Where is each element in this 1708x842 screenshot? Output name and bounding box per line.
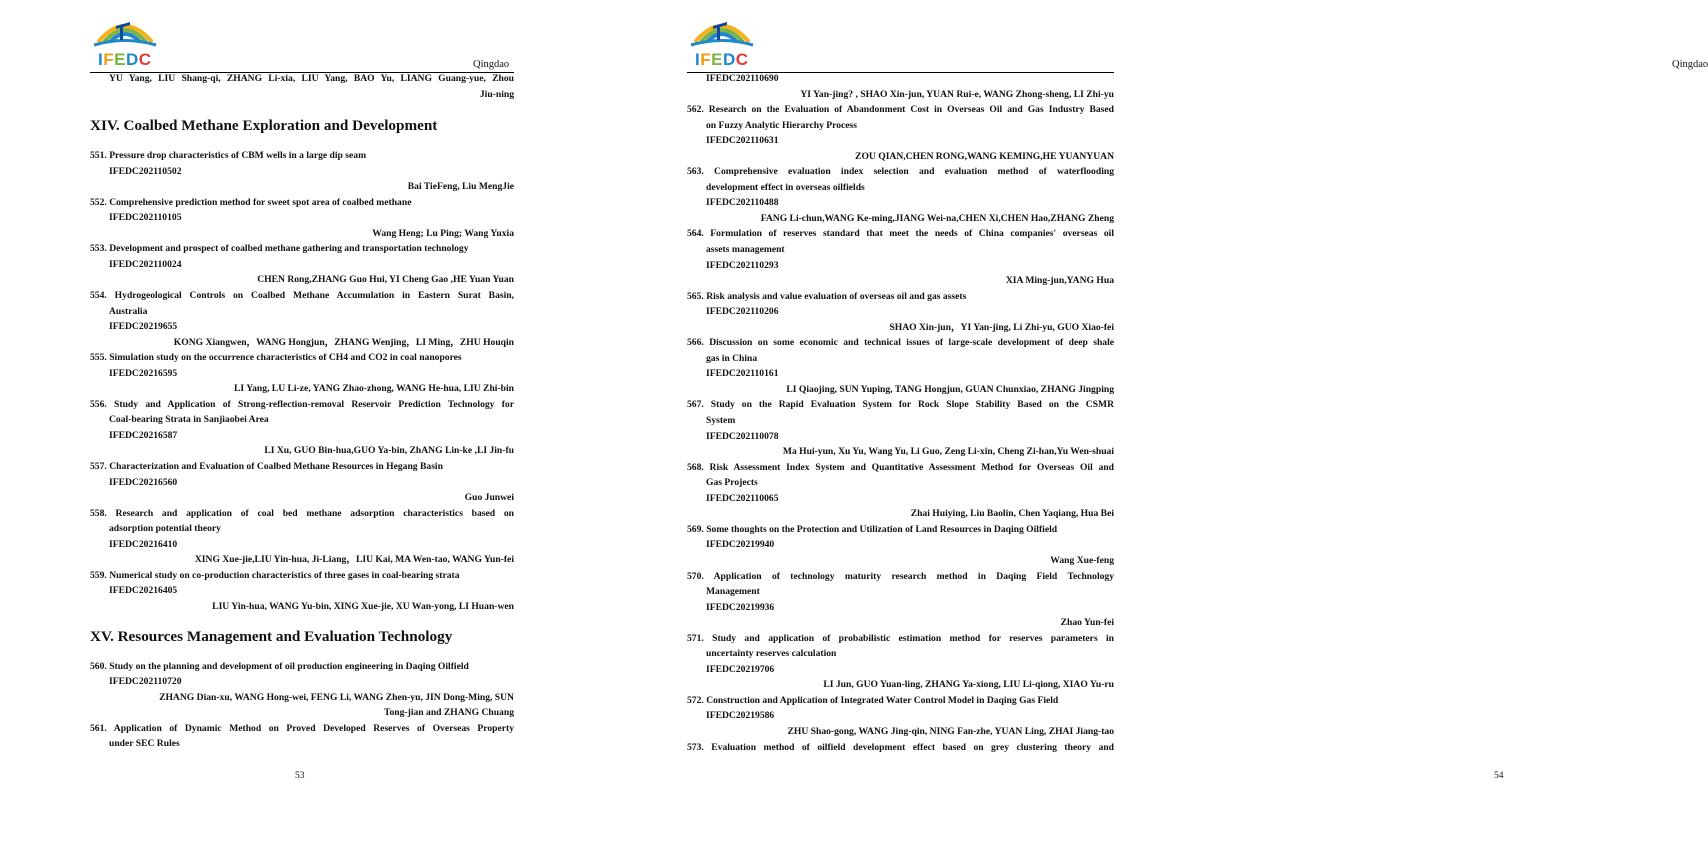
paper-id: IFEDC20216595 [109,367,178,379]
entry-line: on Fuzzy Analytic Hierarchy Process [706,119,857,131]
author-line: SHAO Xin-jun，YI Yan-jing, Li Zhi-yu, GUO Xiao-fei [889,321,1114,333]
author-line: Zhai Huiying, Liu Baolin, Chen Yaqiang, Hua Bei [910,508,1114,520]
header-location: Qingdao [473,59,510,70]
paper-title: 573. Evaluation method of oilfield development effect based on grey clustering theory and [687,741,1114,753]
author-line: Ma Hui-yun, Xu Yu, Wang Yu, Li Guo, Zeng Li-xin, Cheng Zi-han,Yu Wen-shuai [782,446,1114,458]
paper-title: 554. Hydrogeological Controls on Coalbed Methane Accumulation in Eastern Surat Basin, [90,290,514,302]
paper-id: IFEDC202110065 [706,492,779,504]
paper-title: 565. Risk analysis and value evaluation of overseas oil and gas assets [687,290,967,302]
ifedc-logo [90,12,160,68]
paper-id: IFEDC202110690 [706,73,779,84]
paper-id: IFEDC202110161 [706,368,779,380]
left-page-content [90,71,514,752]
paper-id: IFEDC20219586 [706,710,775,722]
author-line: XIA Ming-jun,YANG Hua [1005,275,1114,287]
author-line: CHEN Rong,ZHANG Guo Hui, YI Cheng Gao ,HE Yuan Yuan [257,274,514,286]
paper-title: 551. Pressure drop characteristics of CBM wells in a large dip seam [90,150,367,162]
logo-emblem-icon [687,12,757,52]
paper-id: IFEDC202110631 [706,135,779,147]
paper-title: 563. Comprehensive evaluation index selection and evaluation method of waterflooding [687,166,1114,178]
entry-line: gas in China [706,352,758,364]
author-line: Tong-jian and ZHANG Chuang [383,707,514,719]
author-line: LI Jun, GUO Yuan-ling, ZHANG Ya-xiong, LIU Li-qiong, XIAO Yu-ru [823,679,1114,691]
entry-line: development effect in overseas oilfields [706,181,865,193]
paper-id: IFEDC20219936 [706,601,775,613]
entry-line: Gas Projects [706,477,758,489]
author-line: FANG Li-chun,WANG Ke-ming,JIANG Wei-na,CHEN Xi,CHEN Hao,ZHANG Zheng [760,212,1114,224]
page-number: 54 [1494,771,1504,781]
paper-id: IFEDC202110105 [109,212,182,224]
author-line: LIU Yin-hua, WANG Yu-bin, XING Xue-jie, XU Wan-yong, LI Huan-wen [212,600,514,612]
page-number: 53 [295,771,305,781]
paper-title: 564. Formulation of reserves standard that meet the needs of China companies' overseas oil [687,228,1114,240]
paper-title: 567. Study on the Rapid Evaluation System for Rock Slope Stability Based on the CSMR [687,399,1114,411]
paper-id: IFEDC202110206 [706,306,779,318]
paper-id: IFEDC20219706 [706,663,775,675]
entry-line: uncertainty reserves calculation [706,648,837,660]
paper-id: IFEDC20216560 [109,476,178,488]
logo-wordmark: IFEDC [695,50,749,69]
paper-title: 566. Discussion on some economic and technical issues of large-scale development of deep shale [687,337,1114,349]
entry-line: adsorption potential theory [109,523,221,535]
paper-title: 557. Characterization and Evaluation of Coalbed Methane Resources in Hegang Basin [90,461,443,473]
paper-title: 552. Comprehensive prediction method for sweet spot area of coalbed methane [90,196,412,208]
paper-title: 571. Study and application of probabilistic estimation method for reserves parameters in [687,632,1114,644]
entry-line: YU Yang, LIU Shang-qi, ZHANG Li-xia, LIU Yang, BAO Yu, LIANG Guang-yue, Zhou [109,73,514,84]
paper-title: 568. Risk Assessment Index System and Quantitative Assessment Method for Overseas Oil and [687,461,1114,473]
author-line: Wang Heng; Lu Ping; Wang Yuxia [372,227,514,239]
paper-id: IFEDC202110024 [109,258,182,270]
paper-id: IFEDC202110488 [706,197,779,209]
author-line: ZOU QIAN,CHEN RONG,WANG KEMING,HE YUANYUAN [855,150,1114,162]
right-page-content [687,71,1114,755]
author-line: Jiu-ning [479,88,514,100]
author-line: Wang Xue-feng [1050,554,1114,566]
paper-title: 556. Study and Application of Strong-reflection-removal Reservoir Prediction Technology for [90,398,514,410]
author-line: ZHANG Dian-xu, WANG Hong-wei, FENG Li, WANG Zhen-yu, JIN Dong-Ming, SUN [159,691,514,703]
author-line: ZHU Shao-gong, WANG Jing-qin, NING Fan-zhe, YUAN Ling, ZHAI Jiang-tao [787,725,1114,737]
author-line: LI Qiaojing, SUN Yuping, TANG Hongjun, GUAN Chunxiao, ZHANG Jingping [786,383,1114,395]
paper-title: 560. Study on the planning and development of oil production engineering in Daqing Oilfield [90,660,469,672]
paper-title: 572. Construction and Application of Integrated Water Control Model in Daqing Gas Field [687,694,1059,706]
paper-title: 553. Development and prospect of coalbed methane gathering and transportation technology [90,243,469,255]
paper-id: IFEDC20216405 [109,585,178,597]
logo-emblem-icon [90,12,160,52]
paper-title: 561. Application of Dynamic Method on Proved Developed Reserves of Overseas Property [90,722,514,734]
author-line: KONG Xiangwen，WANG Hongjun，ZHANG Wenjing，LI Ming，ZHU Houqin [173,336,514,348]
entry-line: under SEC Rules [109,738,180,750]
left-page [0,0,595,842]
paper-title: 570. Application of technology maturity research method in Daqing Field Technology [687,570,1114,582]
paper-id: IFEDC20216587 [109,429,178,441]
section-heading: XV. Resources Management and Evaluation Technology [90,627,453,645]
paper-id: IFEDC202110720 [109,676,182,688]
author-line: Zhao Yun-fei [1060,617,1114,629]
logo-wordmark: IFEDC [98,50,152,69]
entry-line: Australia [109,305,148,317]
author-line: LI Xu, GUO Bin-hua,GUO Ya-bin, ZhANG Lin-ke ,LI Jin-fu [264,445,514,457]
section-heading: XIV. Coalbed Methane Exploration and Development [90,117,438,135]
right-page [596,0,1708,842]
entry-line: assets management [706,244,785,256]
author-line: LI Yang, LU Li-ze, YANG Zhao-zhong, WANG He-hua, LIU Zhi-bin [234,383,514,395]
paper-title: 559. Numerical study on co-production characteristics of three gases in coal-bearing strata [90,569,460,581]
paper-title: 562. Research on the Evaluation of Abandonment Cost in Overseas Oil and Gas Industry Based [687,104,1114,116]
entry-line: System [706,415,736,427]
author-line: XING Xue-jie,LIU Yin-hua, Ji-Liang，LIU Kai, MA Wen-tao, WANG Yun-fei [194,554,514,566]
entry-line: Management [706,586,760,598]
paper-id: IFEDC20219655 [109,321,178,333]
paper-id: IFEDC20219940 [706,539,775,551]
paper-id: IFEDC20216410 [109,538,178,550]
paper-id: IFEDC202110293 [706,259,779,271]
author-line: Guo Junwei [464,492,514,504]
paper-title: 558. Research and application of coal bed methane adsorption characteristics based on [90,507,514,519]
paper-id: IFEDC202110502 [109,165,182,177]
paper-id: IFEDC202110078 [706,430,779,442]
header-location: Qingdao [1672,59,1708,70]
ifedc-logo [687,12,757,68]
entry-line: Coal-bearing Strata in Sanjiaobei Area [109,414,269,426]
paper-title: 555. Simulation study on the occurrence characteristics of CH4 and CO2 in coal nanopores [90,352,462,364]
author-line: YI Yan-jing? , SHAO Xin-jun, YUAN Rui-e, WANG Zhong-sheng, LI Zhi-yu [800,88,1114,100]
author-line: Bai TieFeng, Liu MengJie [407,181,514,193]
paper-title: 569. Some thoughts on the Protection and Utilization of Land Resources in Daqing Oilfield [687,523,1058,535]
